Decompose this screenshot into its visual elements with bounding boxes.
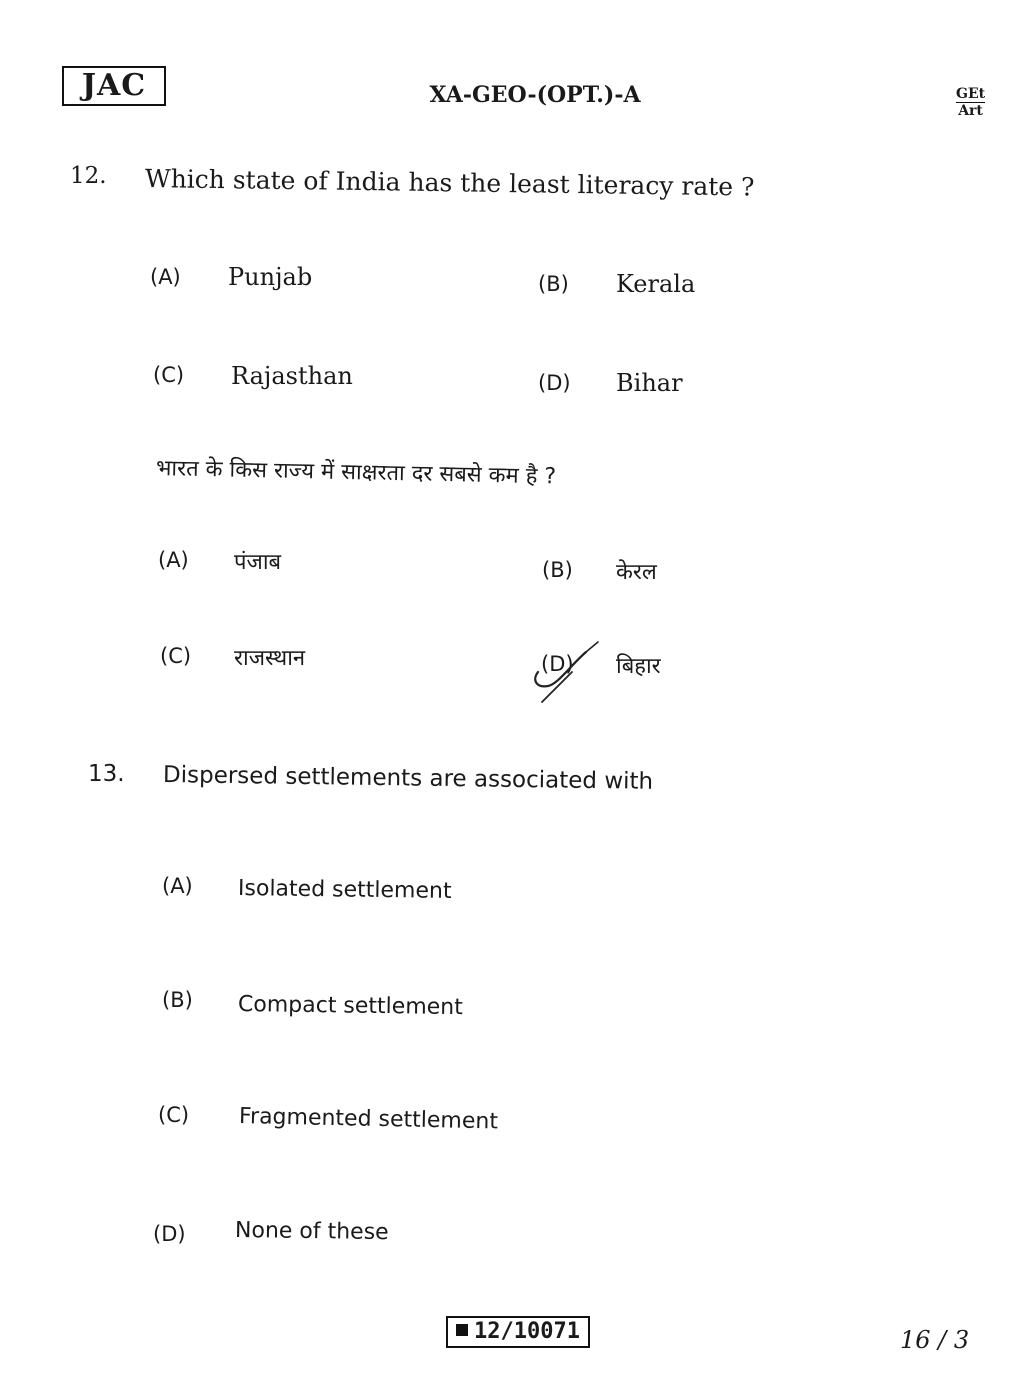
q12-en-option-b-label: (B) [538, 272, 569, 296]
paper-code: XA-GEO-(OPT.)-A [429, 82, 641, 108]
question-13-text-en: Dispersed settlements are associated with [162, 762, 654, 795]
q13-option-d-text: None of these [234, 1218, 389, 1246]
question-13-number: 13. [88, 761, 125, 787]
q12-en-option-d-label: (D) [538, 371, 571, 395]
question-12-text-en: Which state of India has the least literacy rate ? [144, 164, 755, 202]
q13-option-b-text: Compact settlement [237, 992, 464, 1021]
q13-option-b-label: (B) [162, 988, 193, 1012]
square-bullet-icon [456, 1324, 468, 1336]
q12-hi-option-d-text: बिहार [616, 654, 661, 679]
q12-hi-option-a-text: पंजाब [234, 550, 282, 575]
q13-option-d-label: (D) [153, 1222, 186, 1246]
q12-hi-option-b-label: (B) [542, 558, 573, 582]
q12-en-option-a-label: (A) [150, 265, 181, 289]
q12-en-option-c-text: Rajasthan [231, 362, 353, 390]
question-12-number: 12. [70, 163, 107, 189]
question-12-text-hi: भारत के किस राज्य में साक्षरता दर सबसे कम है ? [155, 456, 557, 490]
corner-label-bottom: Art [958, 103, 983, 119]
page-number: 16 / 3 [900, 1326, 970, 1354]
q13-option-a-label: (A) [162, 874, 193, 898]
q12-hi-option-a-label: (A) [158, 548, 189, 572]
corner-label [956, 86, 985, 119]
q12-hi-option-b-text: केरल [616, 560, 657, 585]
corner-label-top: GEt [956, 86, 986, 102]
booklet-serial-number: 12/10071 [474, 1319, 580, 1344]
answer-tick-mark-icon [526, 636, 606, 708]
q13-option-a-text: Isolated settlement [237, 876, 452, 904]
q12-hi-option-c-label: (C) [160, 644, 192, 668]
q13-option-c-label: (C) [158, 1103, 190, 1127]
q12-hi-option-c-text: राजस्थान [234, 646, 306, 671]
board-label: JAC [81, 68, 147, 103]
q12-en-option-a-text: Punjab [228, 263, 313, 291]
q12-en-option-c-label: (C) [153, 363, 185, 387]
booklet-serial-box [446, 1316, 590, 1348]
q12-en-option-d-text: Bihar [616, 369, 683, 397]
q13-option-c-text: Fragmented settlement [238, 1104, 499, 1135]
q12-hi-option-d-label: (D) [541, 652, 574, 676]
q12-en-option-b-text: Kerala [616, 270, 696, 298]
